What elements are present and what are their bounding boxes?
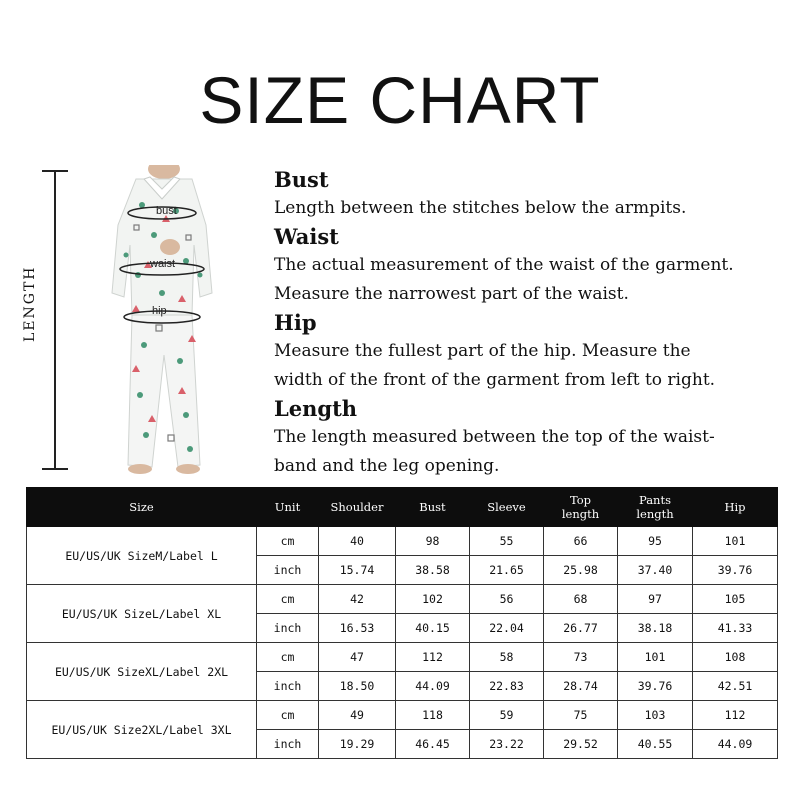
pants-length-cell: 37.40 — [618, 556, 693, 585]
bust-cell: 38.58 — [396, 556, 470, 585]
measurement-definitions — [274, 166, 794, 481]
hip-cell: 41.33 — [693, 614, 778, 643]
shoulder-cell: 40 — [319, 527, 396, 556]
sleeve-cell: 55 — [470, 527, 544, 556]
page-title: SIZE CHART — [199, 63, 601, 137]
table-row — [27, 527, 778, 556]
sleeve-cell: 58 — [470, 643, 544, 672]
header-shoulder: Shoulder — [319, 488, 396, 527]
waist-label: waist — [150, 258, 176, 270]
table-row — [27, 701, 778, 730]
unit-cell: inch — [257, 614, 319, 643]
shoulder-cell: 19.29 — [319, 730, 396, 759]
header-pants-length: Pants length — [618, 488, 693, 527]
size-cell: EU/US/UK SizeXL/Label 2XL — [27, 643, 257, 701]
table-row — [27, 585, 778, 614]
size-chart-table — [26, 487, 778, 759]
sleeve-cell: 21.65 — [470, 556, 544, 585]
unit-cell: inch — [257, 672, 319, 701]
top-length-cell: 73 — [544, 643, 618, 672]
hip-term: Hip — [274, 310, 317, 335]
sleeve-cell: 23.22 — [470, 730, 544, 759]
hip-cell: 39.76 — [693, 556, 778, 585]
shoulder-cell: 47 — [319, 643, 396, 672]
header-bust: Bust — [396, 488, 470, 527]
hip-cell: 108 — [693, 643, 778, 672]
pants-length-cell: 97 — [618, 585, 693, 614]
header-hip: Hip — [693, 488, 778, 527]
sleeve-cell: 56 — [470, 585, 544, 614]
shoulder-cell: 15.74 — [319, 556, 396, 585]
top-length-cell: 28.74 — [544, 672, 618, 701]
top-length-cell: 26.77 — [544, 614, 618, 643]
header-size: Size — [27, 488, 257, 527]
model-figure — [96, 165, 226, 475]
hip-cell: 42.51 — [693, 672, 778, 701]
bust-cell: 118 — [396, 701, 470, 730]
sleeve-cell: 22.83 — [470, 672, 544, 701]
waist-term: Waist — [274, 224, 339, 249]
top-length-cell: 25.98 — [544, 556, 618, 585]
shoulder-cell: 16.53 — [319, 614, 396, 643]
length-indicator-bottom-cap — [42, 468, 68, 470]
pants-length-cell: 38.18 — [618, 614, 693, 643]
pants-length-cell: 39.76 — [618, 672, 693, 701]
bust-label: bust — [156, 205, 177, 217]
shoulder-cell: 42 — [319, 585, 396, 614]
bust-description: Length between the stitches below the armpits. — [274, 198, 687, 218]
top-length-cell: 29.52 — [544, 730, 618, 759]
sleeve-cell: 59 — [470, 701, 544, 730]
hip-cell: 101 — [693, 527, 778, 556]
header-sleeve: Sleeve — [470, 488, 544, 527]
sleeve-cell: 22.04 — [470, 614, 544, 643]
length-description-line-2: band and the leg opening. — [274, 456, 500, 476]
waist-description-line-1: The actual measurement of the waist of the garment. — [274, 255, 734, 275]
top-length-cell: 75 — [544, 701, 618, 730]
waist-description-line-2: Measure the narrowest part of the waist. — [274, 284, 629, 304]
bust-cell: 98 — [396, 527, 470, 556]
header-top-length: Top length — [544, 488, 618, 527]
pants-length-cell: 101 — [618, 643, 693, 672]
size-cell: EU/US/UK SizeM/Label L — [27, 527, 257, 585]
pants-length-cell: 40.55 — [618, 730, 693, 759]
hip-cell: 44.09 — [693, 730, 778, 759]
header-unit: Unit — [257, 488, 319, 527]
length-description-line-1: The length measured between the top of the waist- — [274, 427, 715, 447]
hip-description-line-1: Measure the fullest part of the hip. Measure the — [274, 341, 691, 361]
unit-cell: inch — [257, 556, 319, 585]
shoulder-cell: 49 — [319, 701, 396, 730]
length-indicator-line — [54, 170, 56, 470]
pants-length-cell: 103 — [618, 701, 693, 730]
hip-cell: 112 — [693, 701, 778, 730]
hip-label: hip — [152, 305, 167, 317]
length-indicator-label: LENGTH — [22, 265, 38, 342]
unit-cell: cm — [257, 527, 319, 556]
hip-cell: 105 — [693, 585, 778, 614]
bust-cell: 112 — [396, 643, 470, 672]
size-cell: EU/US/UK Size2XL/Label 3XL — [27, 701, 257, 759]
unit-cell: inch — [257, 730, 319, 759]
unit-cell: cm — [257, 585, 319, 614]
size-cell: EU/US/UK SizeL/Label XL — [27, 585, 257, 643]
length-indicator-top-cap — [42, 170, 68, 172]
unit-cell: cm — [257, 643, 319, 672]
bust-cell: 102 — [396, 585, 470, 614]
bust-cell: 46.45 — [396, 730, 470, 759]
top-length-cell: 68 — [544, 585, 618, 614]
bust-cell: 40.15 — [396, 614, 470, 643]
bust-term: Bust — [274, 167, 329, 192]
unit-cell: cm — [257, 701, 319, 730]
shoulder-cell: 18.50 — [319, 672, 396, 701]
table-row — [27, 643, 778, 672]
bust-cell: 44.09 — [396, 672, 470, 701]
top-length-cell: 66 — [544, 527, 618, 556]
hip-description-line-2: width of the front of the garment from left to right. — [274, 370, 716, 390]
length-term: Length — [274, 396, 358, 421]
table-header-row — [27, 488, 778, 527]
pants-length-cell: 95 — [618, 527, 693, 556]
